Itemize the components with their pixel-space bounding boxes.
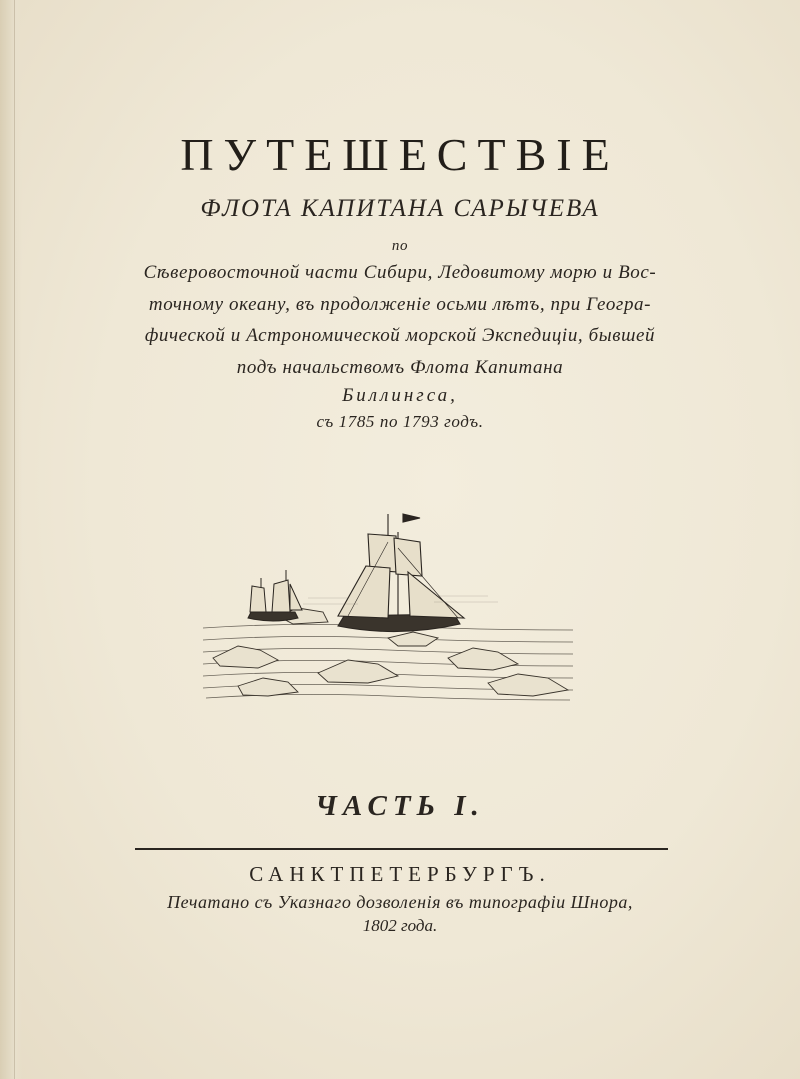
imprint-year: 1802 года. [362,916,438,935]
body-line-6: Биллингса, [342,385,458,406]
ship-engraving-vignette [198,508,578,708]
body-line-2: Сѣверовосточной части Сибири, Ледовитому морю и Вос- [143,262,657,283]
volume-part-label: ЧАСТЬ I. [315,790,485,822]
body-line-7: съ 1785 по 1793 годъ. [316,412,484,431]
book-subtitle: ФЛОТА КАПИТАНА САРЫЧЕВА [200,195,600,222]
imprint-printer: Печатано съ Указнаго дозволенія въ типографіи Шнора, [167,892,633,912]
body-line-1: по [391,238,409,254]
body-line-5: подъ начальствомъ Флота Капитана [236,357,564,378]
body-line-3: точному океану, въ продолженіе осьми лѣтъ, при Геогра- [148,294,652,315]
imprint-city: САНКТПЕТЕРБУРГЪ. [249,862,551,886]
body-line-4: фической и Астрономической морской Экспедиціи, бывшей [144,325,656,346]
book-title: ПУТЕШЕСТВІЕ [180,129,620,180]
divider-rule [135,848,668,850]
